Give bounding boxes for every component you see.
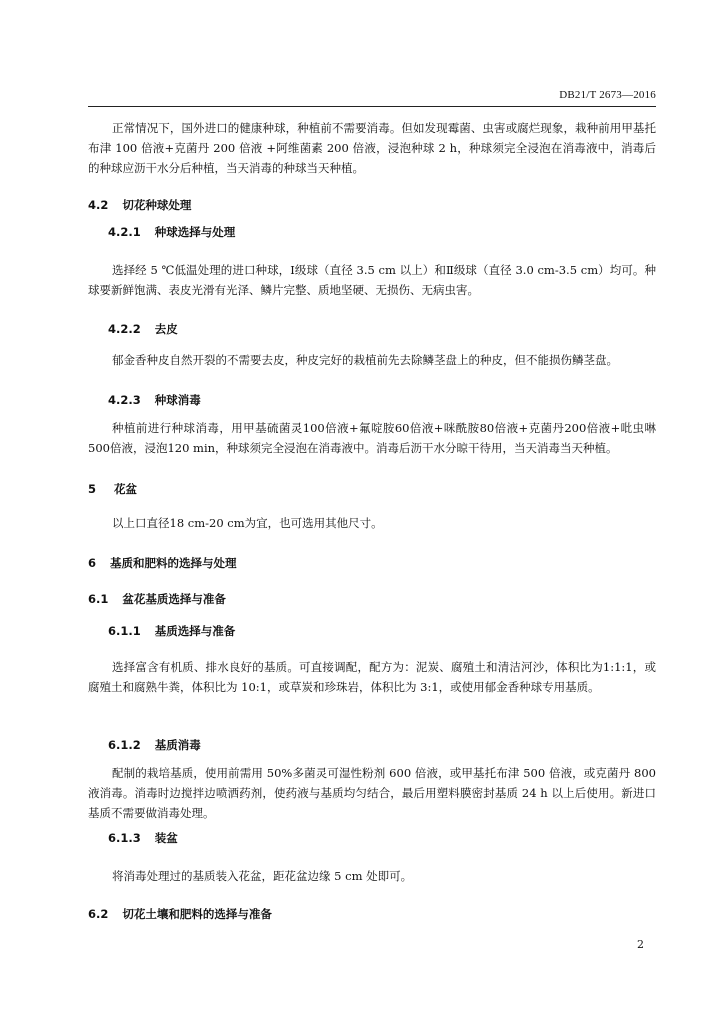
section-number: 4.2 xyxy=(88,198,109,212)
section-6-1-heading xyxy=(88,591,226,607)
section-title: 基质选择与准备 xyxy=(154,624,236,638)
section-title: 种球选择与处理 xyxy=(154,225,236,239)
paragraph-pot-size: 以上口直径18 cm-20 cm为宜，也可选用其他尺寸。 xyxy=(112,516,383,530)
section-title: 花盆 xyxy=(114,482,138,496)
section-number: 6.1 xyxy=(88,592,109,606)
paragraph-potting: 将消毒处理过的基质装入花盆，距花盆边缘 5 cm 处即可。 xyxy=(112,869,413,883)
section-4-2-1-heading xyxy=(108,224,235,240)
section-6-1-1-heading xyxy=(108,623,235,639)
section-5-heading xyxy=(88,481,137,497)
paragraph-substrate-selection: 选择富含有机质、排水良好的基质。可直接调配，配方为：泥炭、腐殖土和清洁河沙，体积比为1:1:1，或腐殖土和腐熟牛粪，体积比为 10:1，或草炭和珍珠岩，体积比为 3:1，或使用郁金香种球专用基质。 xyxy=(88,660,656,694)
section-title: 去皮 xyxy=(154,322,178,336)
section-title: 基质和肥料的选择与处理 xyxy=(110,556,237,570)
paragraph-substrate-disinfection: 配制的栽培基质，使用前需用 50%多菌灵可湿性粉剂 600 倍液，或甲基托布津 500 倍液，或克菌丹 800 液消毒。消毒时边搅拌边喷洒药剂，使药液与基质均匀结合，最后用塑料膜密封基质 24 h 以上后使用。新进口基质不需要做消毒处理。 xyxy=(88,766,656,820)
section-title: 装盆 xyxy=(154,831,178,845)
section-number: 6.1.2 xyxy=(108,738,141,752)
header-rule xyxy=(88,106,656,107)
paragraph-peeling: 郁金香种皮自然开裂的不需要去皮，种皮完好的栽植前先去除鳞茎盘上的种皮，但不能损伤鳞茎盘。 xyxy=(112,353,618,367)
standard-number: DB21/T 2673—2016 xyxy=(559,89,656,101)
section-6-2-heading xyxy=(88,906,272,922)
paragraph-disinfection-note: 正常情况下，国外进口的健康种球，种植前不需要消毒。但如发现霉菌、虫害或腐烂现象，栽种前用甲基托布津 100 倍液+克菌丹 200 倍液 +阿维菌素 200 倍液，浸泡种球 2 h，种球须完全浸泡在消毒液中，消毒后的种球应沥干水分后种植，当天消毒的种球当天种植。 xyxy=(88,121,656,175)
page-number: 2 xyxy=(637,938,644,951)
section-number: 5 xyxy=(88,482,97,496)
section-6-1-3-heading xyxy=(108,830,178,846)
section-6-heading xyxy=(88,555,237,571)
section-title: 切花种球处理 xyxy=(122,198,192,212)
section-title: 盆花基质选择与准备 xyxy=(122,592,226,606)
section-number: 6 xyxy=(88,556,97,570)
section-number: 4.2.3 xyxy=(108,393,141,407)
section-number: 6.1.3 xyxy=(108,831,141,845)
section-4-2-2-heading xyxy=(108,321,178,337)
section-title: 种球消毒 xyxy=(154,393,201,407)
section-number: 6.1.1 xyxy=(108,624,141,638)
paragraph-bulb-selection: 选择经 5 ℃低温处理的进口种球，Ⅰ级球（直径 3.5 cm 以上）和Ⅱ级球（直径 3.0 cm-3.5 cm）均可。种球要新鲜饱满、表皮光滑有光泽、鳞片完整、质地坚硬、无损伤、无病虫害。 xyxy=(88,263,656,297)
section-number: 4.2.2 xyxy=(108,322,141,336)
section-title: 基质消毒 xyxy=(154,738,201,752)
section-title: 切花土壤和肥料的选择与准备 xyxy=(122,907,272,921)
section-number: 4.2.1 xyxy=(108,225,141,239)
section-number: 6.2 xyxy=(88,907,109,921)
section-4-2-heading xyxy=(88,197,191,213)
section-4-2-3-heading xyxy=(108,392,201,408)
section-6-1-2-heading xyxy=(108,737,201,753)
paragraph-bulb-disinfection: 种植前进行种球消毒，用甲基硫菌灵100倍液+氟啶胺60倍液+咪酰胺80倍液+克菌丹200倍液+吡虫啉500倍液，浸泡120 min，种球须完全浸泡在消毒液中。消毒后沥干水分晾干待用，当天消毒当天种植。 xyxy=(88,421,656,455)
